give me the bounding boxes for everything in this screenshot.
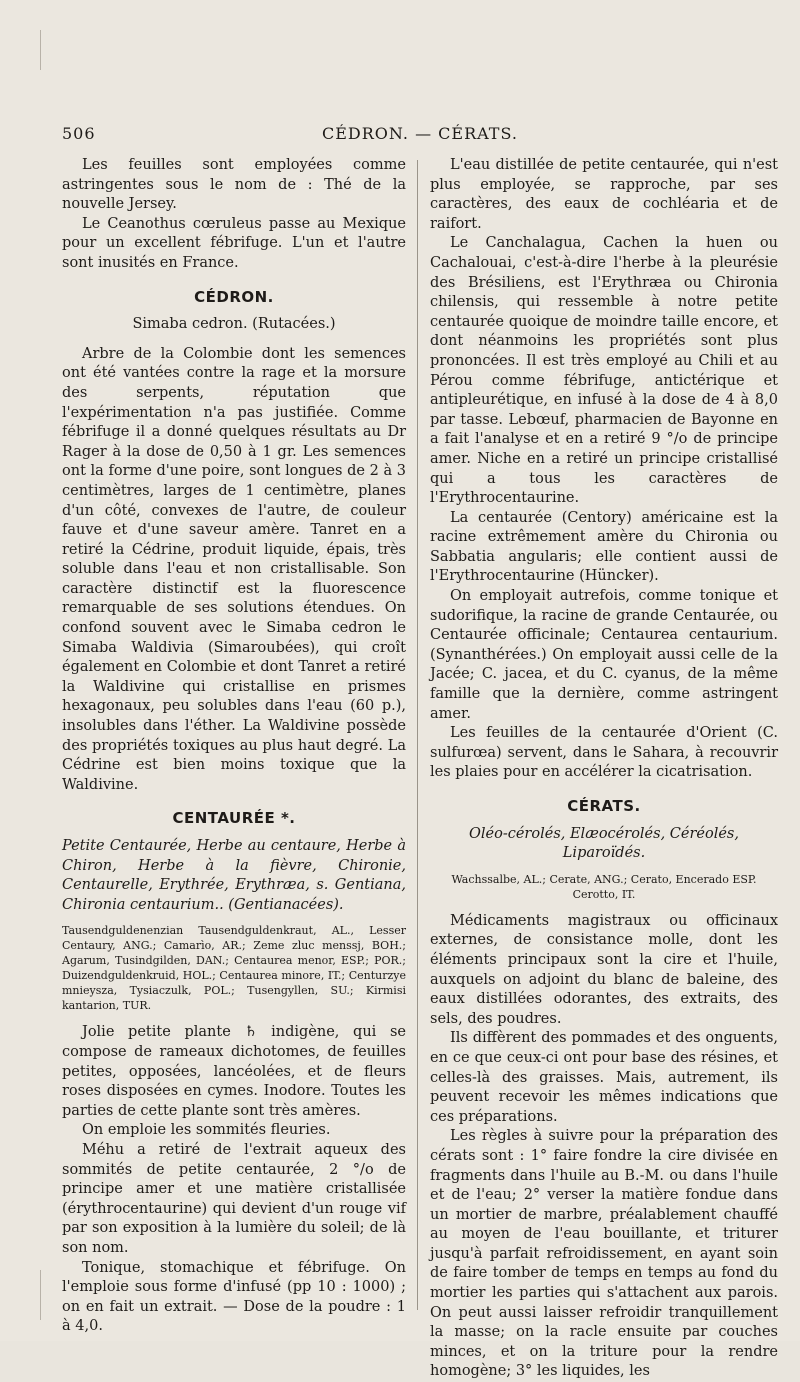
column-divider bbox=[417, 160, 418, 1310]
section-title-cerats: CÉRATS. bbox=[567, 797, 641, 815]
paragraph: Médicaments magistraux ou officinaux externes, de consistance molle, dont les éléments principaux sont la cire et l'huile, auxquels on adjoint du blanc de baleine, des eaux distillées odorantes, des extraits, des sels, des poudres. bbox=[430, 912, 778, 1027]
synonyms: Petite Centaurée, Herbe au centaure, Herbe à Chiron, Herbe à la fièvre, Chironie, Centaurelle, Erythrée, Erythræa, s. Gentiana, Chironia centaurium.. (Gentianacées). bbox=[62, 838, 406, 913]
right-column bbox=[430, 156, 778, 1382]
paragraph: Jolie petite plante ♄ indigène, qui se compose de rameaux dichotomes, de feuilles petites, opposées, lancéolées, et de fleurs roses disposées en cymes. Inodore. Toutes les parties de cette plante sont très amères. bbox=[62, 1024, 406, 1119]
paragraph: On emploie les sommités fleuries. bbox=[82, 1122, 331, 1139]
paragraph: Les feuilles sont employées comme astringentes sous le nom de : Thé de la nouvelle Jersey. bbox=[62, 157, 406, 213]
page-header bbox=[62, 124, 760, 146]
paragraph: Arbre de la Colombie dont les semences ont été vantées contre la rage et la morsure des serpents, réputation que l'expérimentation n'a pas justifiée. Comme fébrifuge il a donné quelques résultats au Dr Rager à la dose de 0,50 à 1 gr. Les semences ont la forme d'une poire, sont longues de 2 à 3 centimètres, larges de 1 centimètre, planes d'un côté, convexes de l'autre, de couleur fauve et d'une saveur amère. Tanret en a retiré la Cédrine, produit liquide, épais, très soluble dans l'eau et non cristallisable. Son caractère distinctif est la fluorescence remarquable de ses solutions étendues. On confond souvent avec le Simaba cedron le Simaba Waldivia (Simaroubées), qui croît également en Colombie et dont Tanret a retiré la Waldivine qui cristallise en prismes hexagonaux, peu solubles dans l'eau (60 p.), insolubles dans l'éther. La Waldivine possède des propriétés toxiques au plus haut degré. La Cédrine est bien moins toxique que la Waldivine. bbox=[62, 345, 406, 793]
page-number: 506 bbox=[62, 124, 96, 143]
paragraph: Le Canchalagua, Cachen la huen ou Cachalouai, c'est-à-dire l'herbe à la pleurésie des Brésiliens, est l'Erythræa ou Chironia chilensis, qui ressemble à notre petite centaurée quoique de moindre taille encore, et dont néanmoins les propriétés sont plus prononcées. Il est très employé au Chili et au Pérou comme fébrifuge, antictérique et antipleurétique, en infusé à la dose de 4 à 8,0 par tasse. Lebœuf, pharmacien de Bayonne en a fait l'analyse et en a retiré 9 °/o de principe amer. Niche en a retiré un principe cristallisé qui a tous les caractères de l'Erythrocentaurine. bbox=[430, 235, 778, 507]
paragraph: Les règles à suivre pour la préparation des cérats sont : 1° faire fondre la cire divisée en fragments dans l'huile au B.-M. ou dans l'huile et de l'eau; 2° verser la matière fondue dans un mortier de marbre, préalablement chauffé au moyen de l'eau bouillante, et triturer jusqu'à parfait refroidissement, en ayant soin de faire tomber de temps en temps au fond du mortier les parties qui s'attachent aux parois. On peut aussi laisser refroidir tranquillement la masse; on la racle ensuite par couches minces, et on la triture pour la rendre homogène; 3° les liquides, les bbox=[430, 1128, 778, 1380]
left-column bbox=[62, 156, 406, 1337]
synonyms: Oléo-cérolés, Elæocérolés, Céréolés, Liparoïdés. bbox=[469, 825, 739, 862]
section-title-cedron: CÉDRON. bbox=[194, 287, 274, 306]
paragraph: Tonique, stomachique et fébrifuge. On l'emploie sous forme d'infusé (pp 10 : 1000) ; on en fait un extrait. — Dose de la poudre : 1 à 4,0. bbox=[62, 1259, 406, 1335]
running-head: CÉDRON. — CÉRATS. bbox=[322, 124, 518, 143]
paragraph: On employait autrefois, comme tonique et sudorifique, la racine de grande Centaurée, ou Centaurée officinale; Centaurea centaurium. (Synanthérées.) On employait aussi celle de la Jacée; C. jacea, et du C. cyanus, de la même famille que la dernière, comme astringent amer. bbox=[430, 588, 778, 722]
margin-mark bbox=[40, 1270, 41, 1320]
synonyms: Simaba cedron. (Rutacées.) bbox=[132, 316, 336, 333]
paragraph: L'eau distillée de petite centaurée, qui n'est plus employée, se rapproche, par ses caractères, des eaux de cochléaria et de raifort. bbox=[430, 157, 778, 232]
margin-mark bbox=[40, 30, 41, 70]
foreign-names: Tausendguldenenzian Tausendguldenkraut, AL., Lesser Centaury, ANG.; Camarìo, AR.; Zeme zluc menssj, BOH.; Agarum, Tusindgilden, DAN.; Centaurea menor, ESP.; POR.; Duizendguldenkruid, HOL.; Centaurea minore, IT.; Centurzye mnieysza, Tysiaczulk, POL.; Tusengyllen, SU.; Kirmisi kantarion, TUR. bbox=[62, 924, 406, 1013]
paragraph: Les feuilles de la centaurée d'Orient (C. sulfurœa) servent, dans le Sahara, à recouvrir les plaies pour en accélérer la cicatrisation. bbox=[430, 725, 778, 781]
section-title-centauree: CENTAURÉE *. bbox=[172, 809, 296, 828]
paragraph: Le Ceanothus cœruleus passe au Mexique pour un excellent fébrifuge. L'un et l'autre sont inusités en France. bbox=[62, 215, 406, 271]
paragraph: Ils diffèrent des pommades et des onguents, en ce que ceux-ci ont pour base des résines, et celles-là des graisses. Mais, autrement, ils peuvent recevoir les mêmes indications que ces préparations. bbox=[430, 1030, 778, 1125]
foreign-names: Wachssalbe, AL.; Cerate, ANG.; Cerato, Encerado ESP. Cerotto, IT. bbox=[451, 872, 757, 901]
paragraph: La centaurée (Centory) américaine est la racine extrêmement amère du Chironia ou Sabbatia angularis; elle contient aussi de l'Erythrocentaurine (Hüncker). bbox=[430, 509, 778, 585]
paragraph: Méhu a retiré de l'extrait aqueux des sommités de petite centaurée, 2 °/o de principe amer et une matière cristallisée (érythrocentaurine) qui devient d'un rouge vif par son exposition à la lumière du soleil; de là son nom. bbox=[62, 1141, 406, 1256]
